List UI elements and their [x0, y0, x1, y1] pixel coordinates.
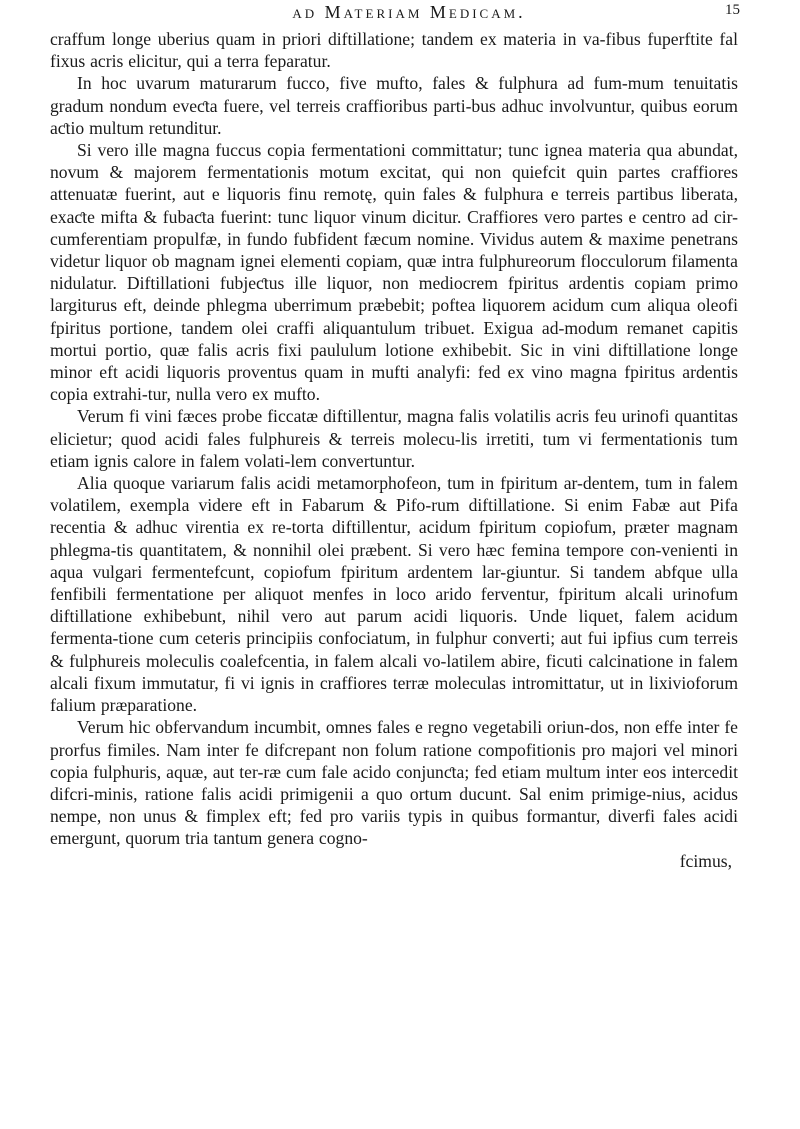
paragraph: Si vero ille magna fuccus copia fermentationi committatur; tunc ignea materia qua abundat, novum & majorem fermentationis motum excitat, qui non quiefcit quin partes craffiores attenuatæ fuerint, aut e liquoris finu remotę, quin fales & fulphura e terreis partibus liberata, exaƈte mifta & fubaƈta fuerint: tunc liquor vinum dicitur. Craffiores vero partes e centro ad cir-cumferentiam propulfæ, in fundo fubfident fæcum nomine. Vividus autem & maxime penetrans videtur liquor ob magnam ignei elementi copiam, quæ intra fulphureorum flocculorum filamenta nidulatur. Diftillationi fubjeƈtus ille liquor, non mediocrem fpiritus ardentis copiam primo largiturus eft, deinde phlegma uberrimum præbebit; poftea liquorem acidum cum aliqua oleofi fpiritus portione, tandem olei craffi aliquantulum tribuet. Exigua ad-modum remanet capitis mortui portio, quæ falis acris fixi paululum lotione exhibebit. Sic in vini diftillatione longe minor eft acidi liquoris proventus quam in mufti analyfi: fed ex vino magna fpiritus ardentis copia extrahi-tur, nulla vero ex mufto.: [50, 140, 738, 405]
running-title: ad Materiam Medicam.: [292, 2, 526, 22]
paragraph: Verum hic obfervandum incumbit, omnes fales e regno vegetabili oriun-dos, non effe inter fe prorfus fimiles. Nam inter fe difcrepant non folum ratione compofitionis pro majori vel minori copia fulphuris, aquæ, aut ter-ræ cum fale acido conjunƈta; fed etiam multum inter eos intercedit difcri-minis, ratione falis acidi primigenii a quo ortum ducunt. Sal enim primige-nius, acidus nempe, non unus & fimplex eft; fed pro variis typis in quibus formantur, diverfi fales acidi emergunt, quorum tria tantum genera cogno-: [50, 717, 738, 849]
page-number: 15: [725, 2, 740, 18]
book-page: [0, 2, 800, 1129]
paragraph-continuation: craffum longe uberius quam in priori diftillatione; tandem ex materia in va-fibus fuperftite fal fixus acris elicitur, qui a terra feparatur.: [50, 29, 738, 72]
catchword: fcimus,: [679, 850, 732, 871]
paragraph: Verum fi vini fæces probe ficcatæ diftillentur, magna falis volatilis acris feu urinofi quantitas elicietur; quod acidi fales fulphureis & terreis molecu-lis irretiti, tum vi fermentationis tum etiam ignis calore in falem volati-lem convertuntur.: [50, 406, 738, 471]
running-head: [50, 2, 738, 28]
paragraph: In hoc uvarum maturarum fucco, five mufto, fales & fulphura ad fum-mum tenuitatis gradum nondum eveƈta fuere, vel terreis craffioribus parti-bus adhuc involvuntur, quibus eorum aƈtio multum retunditur.: [50, 73, 738, 138]
text-body: [50, 28, 738, 850]
paragraph: Alia quoque variarum falis acidi metamorphofeon, tum in fpiritum ar-dentem, tum in falem volatilem, exempla videre eft in Fabarum & Pifo-rum diftillatione. Si enim Fabæ aut Pifa recentia & adhuc virentia ex re-torta diftillentur, acidum fpiritum copiofum, præter magnam phlegma-tis quantitatem, & nonnihil olei præbent. Si vero hæc femina tempore con-venienti in aqua vulgari fermentefcunt, copiofum fpiritum ardentem lar-giuntur. Si tandem abfque ulla fenfibili fermentatione per aliquot menfes in loco arido ferventur, fpiritum alcali urinofum diftillatione exhibebunt, nihil vero aut parum acidi liquoris. Unde liquet, falem acidum fermenta-tione cum ceteris principiis confociatum, in fulphur converti; aut fui ipfius cum terreis & fulphureis moleculis coalefcentia, in falem alcali vo-latilem abire, ficuti calcinatione in falem alcali fixum immutatur, fi vi ignis in craffiores terræ moleculas intromittatur, ut in lixivioforum falium præparatione.: [50, 473, 738, 716]
